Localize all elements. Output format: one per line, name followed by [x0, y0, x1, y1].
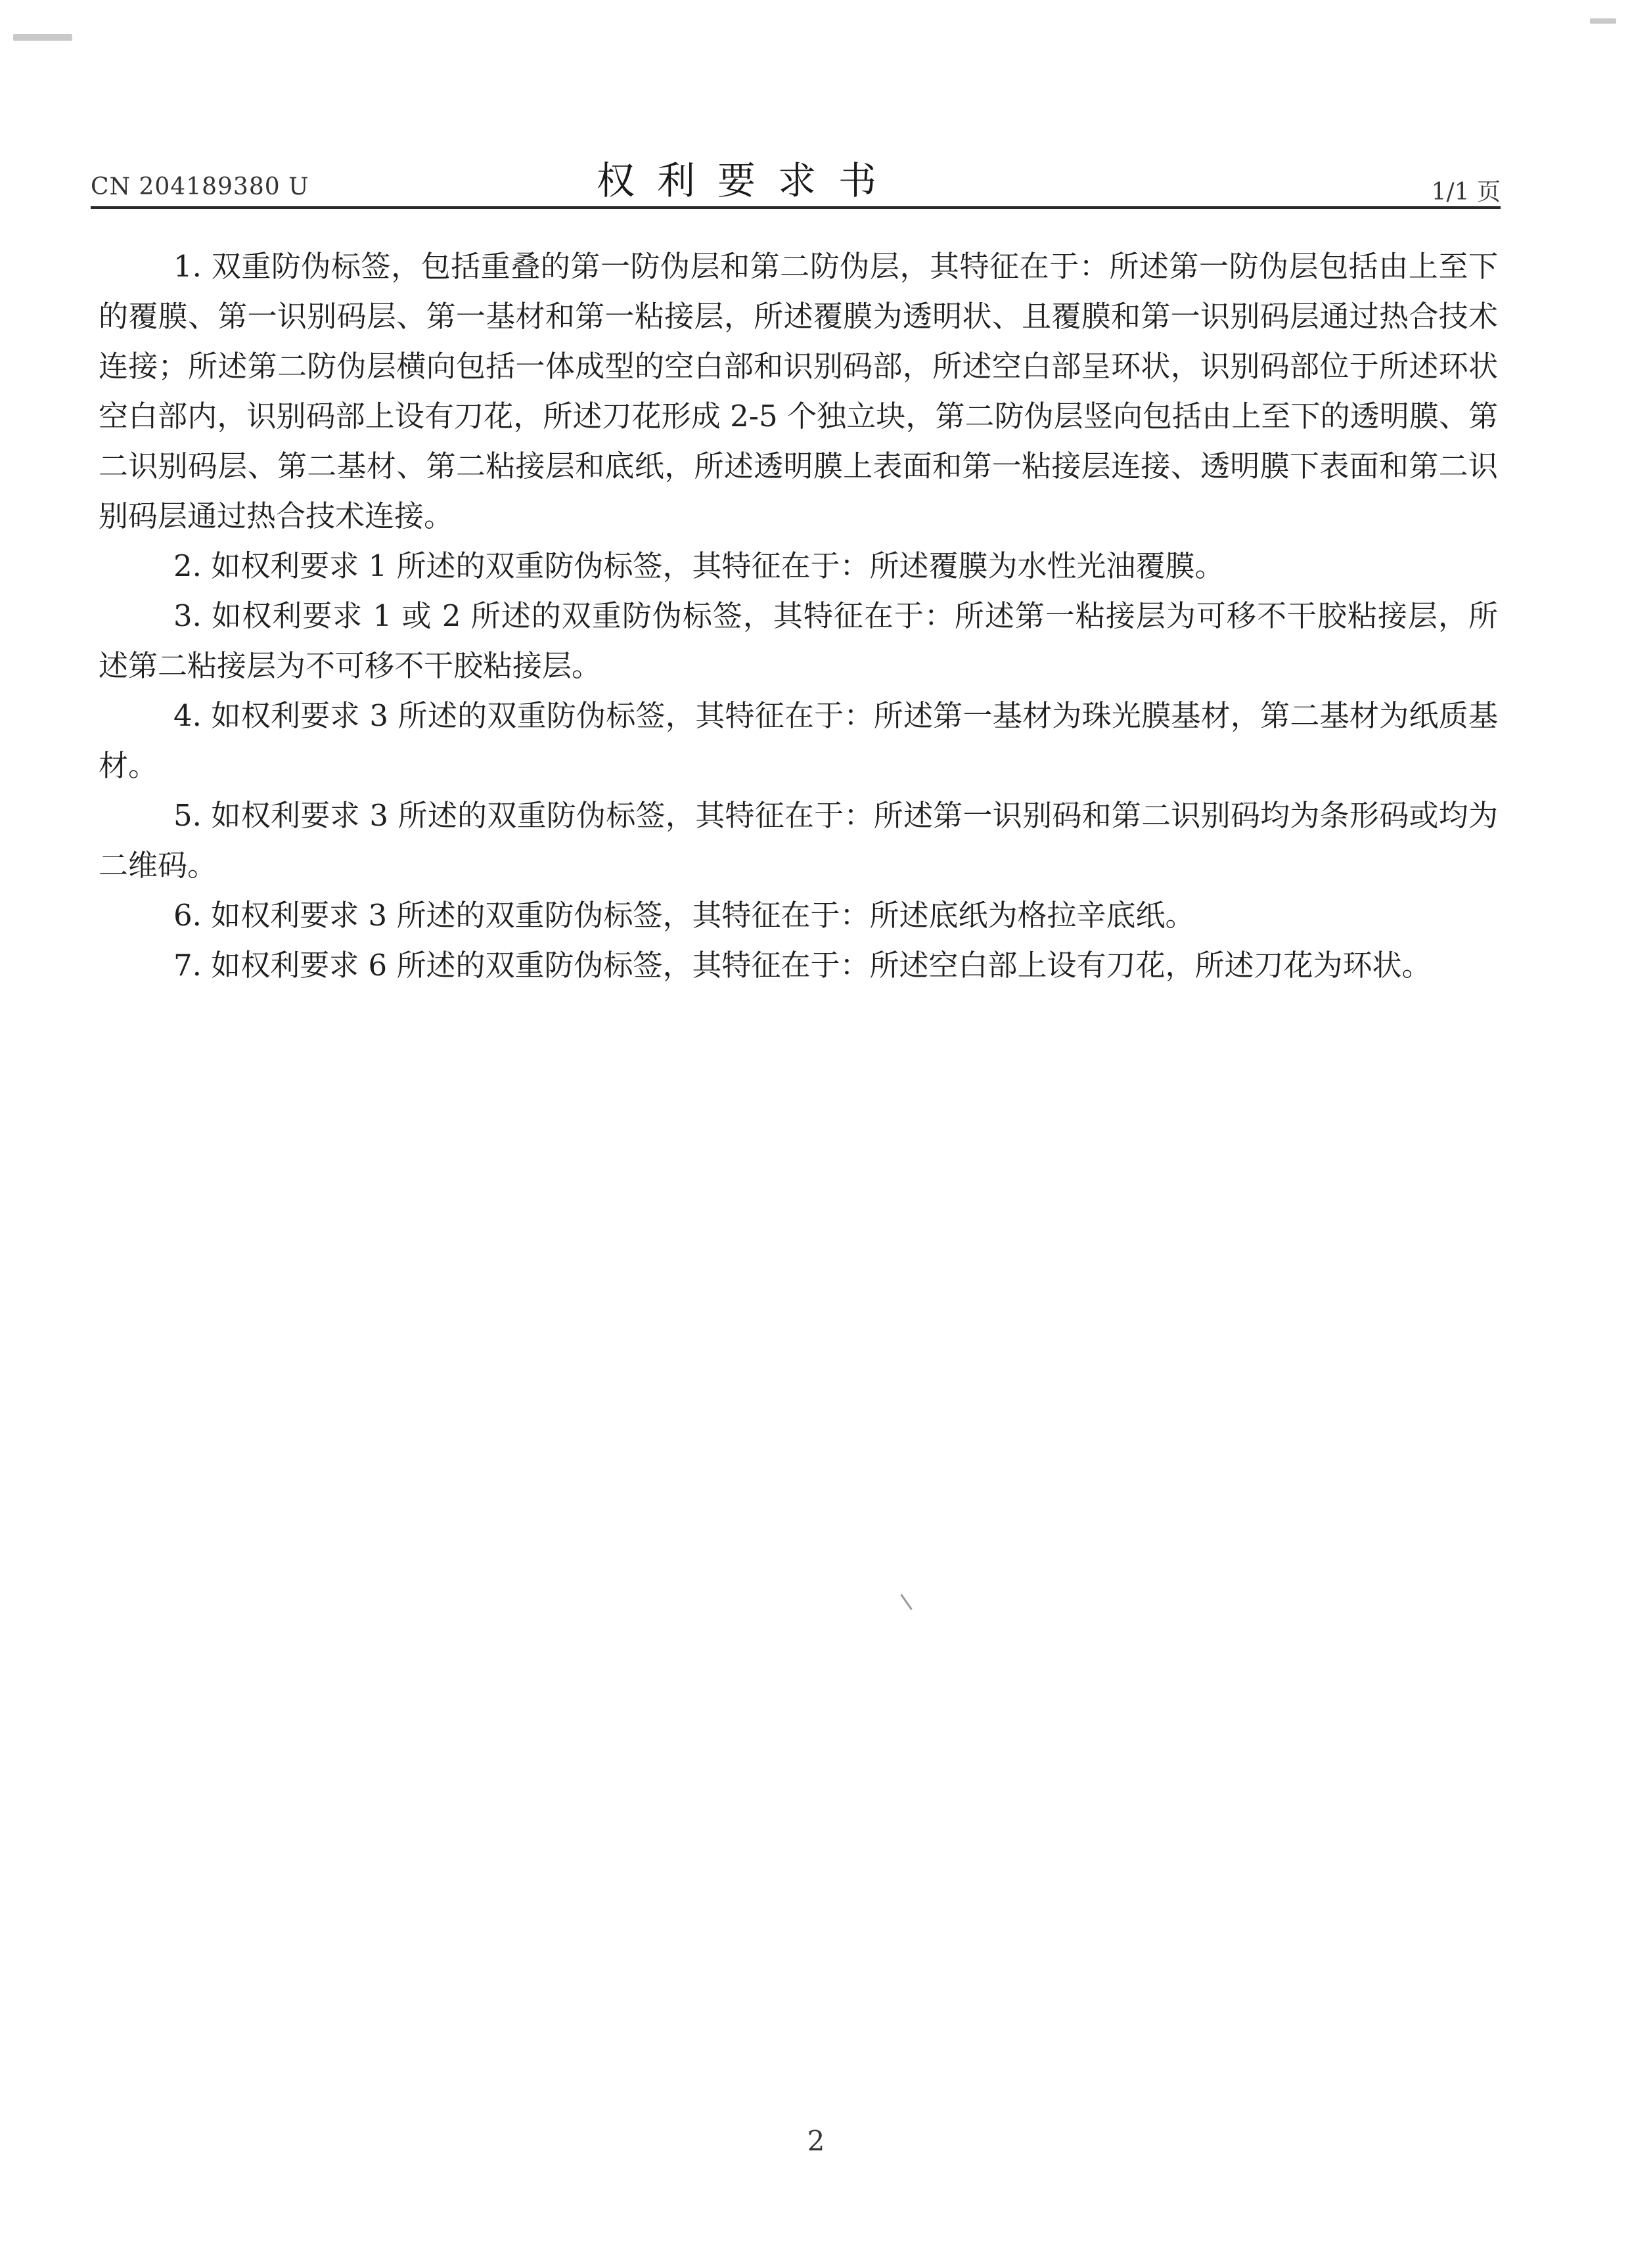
claim-5: 5. 如权利要求 3 所述的双重防伪标签，其特征在于：所述第一识别码和第二识别码均为条形码或均为二维码。 — [99, 798, 1498, 883]
page-header — [91, 150, 1501, 206]
claim-1: 1. 双重防伪标签，包括重叠的第一防伪层和第二防伪层，其特征在于：所述第一防伪层包括由上至下的覆膜、第一识别码层、第一基材和第一粘接层，所述覆膜为透明状、且覆膜和第一识别码层通过热合技术连接；所述第二防伪层横向包括一体成型的空白部和识别码部，所述空白部呈环状，识别码部位于所述环状空白部内，识别码部上设有刀花，所述刀花形成 2-5 个独立块，第二防伪层竖向包括由上至下的透明膜、第二识别码层、第二基材、第二粘接层和底纸，所述透明膜上表面和第一粘接层连接、透明膜下表面和第二识别码层通过热合技术连接。 — [99, 249, 1498, 533]
patent-number: CN 204189380 U — [91, 173, 309, 200]
page-number: 2 — [807, 2125, 825, 2157]
scan-artifact — [13, 34, 72, 41]
claim-6: 6. 如权利要求 3 所述的双重防伪标签，其特征在于：所述底纸为格拉辛底纸。 — [173, 898, 1195, 933]
claim-3: 3. 如权利要求 1 或 2 所述的双重防伪标签，其特征在于：所述第一粘接层为可移不干胶粘接层，所述第二粘接层为不可移不干胶粘接层。 — [99, 598, 1498, 683]
claim-4: 4. 如权利要求 3 所述的双重防伪标签，其特征在于：所述第一基材为珠光膜基材，第二基材为纸质基材。 — [99, 698, 1498, 783]
header-divider — [91, 206, 1501, 209]
page-title: 权利要求书 — [597, 158, 899, 203]
scan-artifact — [1590, 18, 1616, 24]
claims-list — [99, 242, 1498, 990]
claim-2: 2. 如权利要求 1 所述的双重防伪标签，其特征在于：所述覆膜为水性光油覆膜。 — [173, 548, 1225, 583]
page-indicator: 1/1 页 — [1431, 179, 1501, 206]
claim-7: 7. 如权利要求 6 所述的双重防伪标签，其特征在于：所述空白部上设有刀花，所述刀花为环状。 — [173, 948, 1432, 983]
scan-artifact — [900, 1594, 913, 1611]
